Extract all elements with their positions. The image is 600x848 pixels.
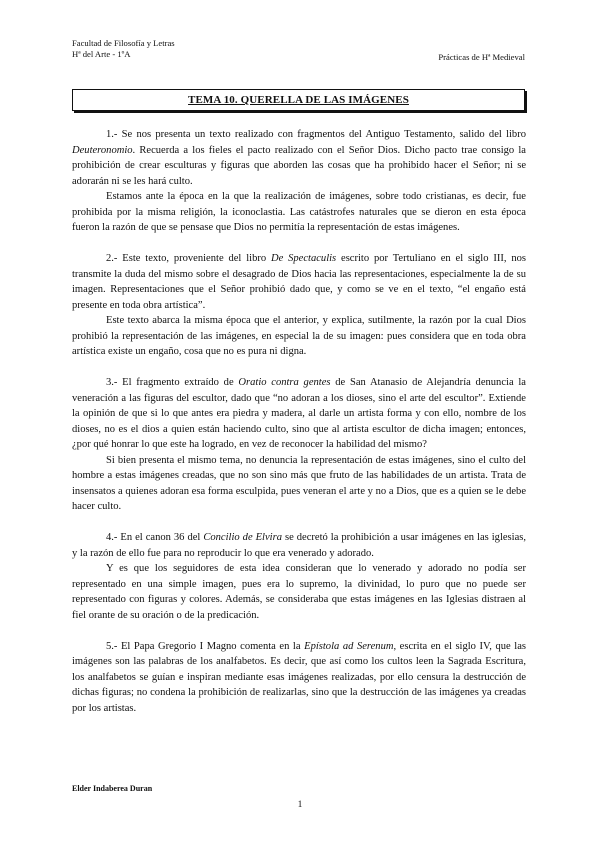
document-body [72, 127, 526, 716]
paragraph-7: 4.- En el canon 36 del Concilio de Elvira se decretó la prohibición a usar imágenes en las iglesias, y la razón de ello fue para no reproducir lo que era venerado y adorado. [72, 532, 527, 559]
paragraph-6: Si bien presenta el mismo tema, no denuncia la representación de estas imágenes, sino el culto del hombre a estas imágenes creadas, que no son sino más que fruto de las habilidades de un artista. Trata de insensatos a quienes adoran esa forma esculpida, pues veneran el arte y no a Dios, que es a quien se le debe hacer culto. [72, 454, 526, 512]
header-right: Prácticas de Hª Medieval [438, 52, 525, 62]
book-title: Concilio de Elvira [203, 532, 282, 543]
document-title: TEMA 10. QUERELLA DE LAS IMÁGENES [188, 94, 409, 106]
title-box [72, 89, 525, 111]
book-title: De Spectaculis [270, 253, 337, 264]
page-number: 1 [297, 800, 303, 810]
author-name: Elder Indaberea Duran [72, 784, 153, 793]
course-name: Hª del Arte - 1ºA [72, 49, 131, 59]
paragraph-4: Este texto abarca la misma época que el anterior, y explica, sutilmente, la razón por la cual Dios prohibió la representación de las imágenes, en especial la de su imagen: pues considera que en toda obra artística existe un engaño, cosa que no es pura ni digna. [72, 315, 526, 357]
paragraph-2: Estamos ante la época en la que la realización de imágenes, sobre todo cristianas, es decir, fue prohibida por la misma religión, la iconoclastia. Las catástrofes naturales que se dieron en esta época fueron la razón de que se pensase que Dios no permitía la representación de estas imágenes. [72, 191, 526, 233]
paragraph-8: Y es que los seguidores de esta idea consideran que lo venerado y adorado no podía ser representado en una simple imagen, pues era lo supremo, la divinidad, lo puro que no puede ser representado con figuras y colores. Además, se consideraba que estas imágenes en las Iglesias distraen al fiel orante de su oración o de la predicación. [72, 563, 526, 621]
book-title: Oratio contra gentes [238, 377, 331, 388]
paragraph-3: 2.- Este texto, proveniente del libro De Spectaculis escrito por Tertuliano en el siglo III, nos transmite la duda del mismo sobre el desagrado de Dios hacia las representaciones, especialmente la de su imagen. Representaciones que el Señor prohibió dado que, y como se ve en el texto, “el engaño está presente en toda obra artística”. [72, 253, 527, 311]
paragraph-5: 3.- El fragmento extraído de Oratio contra gentes de San Atanasio de Alejandría denuncia la veneración a las figuras del escultor, dado que “no adoran a los dioses, sino el arte del escultor”. Extiende la opinión de que si lo que antes era piedra y madera, al darle un artista forma y con ello, nombre de los dioses, no es el dios a quien están haciendo culto, sino que al artista escultor de dicha imagen; entonces, ¿por qué honrar lo que este ha logrado, en vez de reconocer la habilidad del mismo? [72, 377, 526, 450]
paragraph-1: 1.- Se nos presenta un texto realizado con fragmentos del Antiguo Testamento, salido del libro Deuteronomio. Recuerda a los fieles el pacto realizado con el Señor Dios. Dicho pacto trae consigo la prohibición de crear esculturas y figuras que aborden las cosas que ha prohibido hacer el Señor; ni se adorarán ni se les hará culto. [72, 129, 526, 187]
paragraph-9: 5.- El Papa Gregorio I Magno comenta en la Epístola ad Serenum, escrita en el siglo IV, que las imágenes son las palabras de los analfabetos. Es decir, que así como los cultos leen la Sagrada Escritura, los analfabetos se guían e inspiran mediante esas imágenes realizadas, por ello censura la destrucción de dichas figuras; no condena la prohibición de realizarlas, sino que la destrucción de las imágenes ya creadas por los artistas. [72, 640, 526, 714]
faculty-name: Facultad de Filosofía y Letras [72, 38, 175, 48]
book-title: Epístola ad Serenum [304, 640, 394, 652]
book-title: Deuteronomio [72, 144, 133, 156]
header-left [72, 38, 175, 60]
